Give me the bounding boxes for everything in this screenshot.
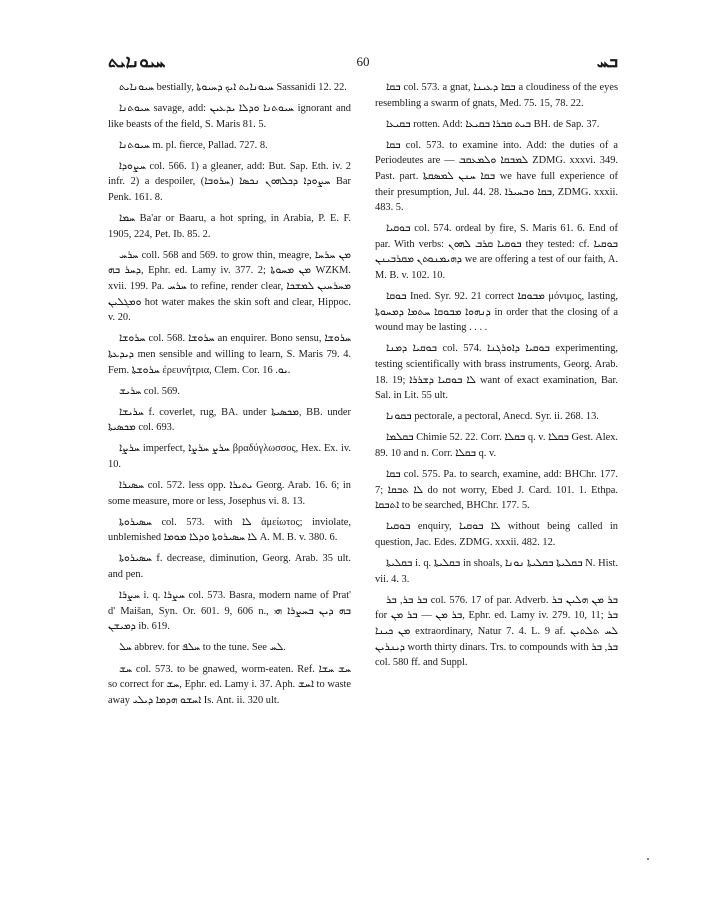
dictionary-entry: ܚܣܝܪܐ col. 572. less opp. ܝܬܝܪܐ Georg. Arab. 16. 6; in some measure, more or less, Josephus vi. 8. 13. xyxy=(108,480,351,507)
dictionary-entry: ܚܝܘܬܢܐ m. pl. fierce, Pallad. 727. 8. xyxy=(119,139,268,151)
dictionary-entry: ܚܨܪܐ i. q. ܚܨܪܐ col. 573. Basra, modern name of Prat' d' Maišan, Syn. Or. 601. 9, 606 n., ܒܗ ܕܝܢ ܒܚܨܪܐ ܗܝ ܕܡܝܫܢ ib. 619. xyxy=(108,590,352,633)
dictionary-entry: ܚܪܝܫܐ f. coverlet, rug, BA. under ܡܟܣܝܬܐ, BB. under ܡܟܣܝܬܐ col. 693. xyxy=(108,406,351,434)
dictionary-entry: ܚܣܝܪܘܬܐ col. 573. with ܠܐ ἀμείωτος; inviolate, unblemished ܠܐ ܚܣܝܪܘܬܐ ܘܕܠܐ ܡܘܡܐ A. M. B. v. 380. 6. xyxy=(108,516,351,544)
dictionary-entry: ܚܨܘܕܐ col. 566. 1) a gleaner, add: But. Sap. Eth. iv. 2 infr. 2) a despoiler, (ܚܪܘܒܐ) ܚܨܘܕܐ ܕܟܠܗܘܢ ܢܟܣܐ Bar Penk. 161. 8. xyxy=(108,160,351,204)
running-head-left: ܚܝܘܢܐܝܬ xyxy=(108,52,166,71)
dictionary-entry: ܚܪܚ coll. 568 and 569. to grow thin, meagre, ܡܢ ܚܪܚܐ ܕܚܪ ܒܗ, Ephr. ed. Lamy iv. 377. 2; ܡܢ ܡܚܘܬܐ WZKM. xvii. 199. Pa. ܚܪܚ to refine, render clear, ܡܚܪܚܝܢ ܠܡܫܟܐ ܘܡܓܠܝܢ hot water makes the skin soft and clear, Hippoc. v. 20. xyxy=(108,249,352,324)
dictionary-entry: ܒܩܐ col. 573. to examine into. Add: the duties of a Periodeutes are — ܠܡܒܩܐ ܘܠܡܥܩܒ ZDMG. xxxvi. 349. Past. part. ܒܩܐ ܚܢܢ ܠܡܣܩܬܐ we have full experience of their presumption, Jul. 44. 28. ܒܩܐ ܘܒܚܝܪܐ, ZDMG. xxxii. 483. 5. xyxy=(375,139,618,214)
dictionary-columns xyxy=(108,80,618,714)
left-column xyxy=(108,80,351,714)
dictionary-entry: ܒܩܐ col. 573. a gnat, ܒܩܐ ܕܥܝܢܐ a cloudiness of the eyes resembling a swarm of gnats, Med. 75. 15, 78. 22. xyxy=(375,82,619,109)
dictionary-entry: ܒܩܐ col. 575. Pa. to search, examine, add: BHChr. 177. 7; ܠܐ ܬܒܩܐ do not worry, Ebed J. Card. 101. 1. Ethpa. ܐܬܒܩܐ to be searched, BHChr. 177. 5. xyxy=(375,469,618,512)
print-speck xyxy=(647,858,649,860)
dictionary-entry: ܒܘܩܐ Ined. Syr. 92. 21 correct ܡܒܘܩܐ μόνιμος, lasting, ܕܢܗܘܐ ܡܒܘܩܐ ܚܬܡܐ ܕܡܚܘܬܐ in order that the closing of a wound may be lasting . . . . xyxy=(375,291,619,334)
dictionary-entry: ܒܩܝܥܐ rotten. Add: ܒܝܬ ܩܒܪܐ ܒܩܝܥܐ BH. de Sap. 37. xyxy=(386,118,600,130)
dictionary-entry: ܚܪܨܐ imperfect, ܚܪܨ ܚܪܨܐ βραδύγλωσσος, Hex. Ex. iv. 10. xyxy=(108,443,351,470)
dictionary-entry: ܒܘܩܝܐ enquiry, ܠܐ ܒܘܩܝܐ without being called in question, Jac. Edes. ZDMG. xxxii. 482. 12. xyxy=(375,521,618,548)
right-column xyxy=(375,80,618,714)
dictionary-entry: ܒܩܘܢܐ pectorale, a pectoral, Anecd. Syr. ii. 268. 13. xyxy=(386,411,599,423)
dictionary-entry: ܚܪܝܫ col. 569. xyxy=(119,385,180,397)
dictionary-entry: ܚܣܝܪܘܬܐ f. decrease, diminution, Georg. Arab. 35 ult. and pen. xyxy=(108,553,351,581)
dictionary-entry: ܒܩܠܡܐ Chimie 52. 22. Corr. ܒܩܠܐ q. v. ܒܩܠܐ Gest. Alex. 89. 10 and n. Corr. ܒܩܠܐ q. v. xyxy=(375,432,618,459)
dictionary-entry: ܒܘܩܝܐ col. 574. ordeal by fire, S. Maris 61. 6. End of par. With verbs: ܒܘܩܝܐ ܩܪܒ ܠܗܘܢ they tested: cf. ܒܘܩܝܐ ܕܗܝܡܢܘܬܢ ܡܩܪܒܝܢܢ we are offering a test of our faith, A. M. B. v. 102. 10. xyxy=(375,223,618,282)
running-head-right: ܒܚ xyxy=(596,52,618,71)
dictionary-entry: ܒܪ ܒܪ, ܒܪ col. 576. 17 of par. Adverb. ܒܪ ܡܢ ܗܠܝܢ ܒܪ for ܒܪ ܡܢ — ܒܪ ܡܢ, Ephr. ed. Lamy iv. 279. 10, 11; ܒܪ ܡܢ ܟܝܢܐ extraordinary, Natur 7. 4. L. 9 af. ܠܚ ܬܠܬܝܢ ܕܝܢܪܝܢ worth thirty dinars. Trs. to compounds with ܒܪ, ܒܪ col. 580 ff. and Suppl. xyxy=(375,594,618,669)
dictionary-entry: ܚܡܐ Ba'ar or Baaru, a hot spring, in Arabia, P. E. F. 1905, 224, Pet. Ib. 85. 2. xyxy=(108,213,351,240)
page-header xyxy=(108,48,618,76)
dictionary-entry: ܚܫ col. 573. to be gnawed, worm-eaten. Ref. ܚܫ ܚܫܐ so correct for ܚܫ, Ephr. ed. Lamy i. 37. Aph. ܐܚܫ to waste away ܐܚܫܘ ܗܕܡܐ ܕܝܠܝ Is. Ant. ii. 320 ult. xyxy=(108,663,352,706)
dictionary-entry: ܚܠ abbrev. for ܚܠܦ to the tune. See ܠܚ. xyxy=(119,642,286,654)
page-number: 60 xyxy=(356,54,370,69)
dictionary-entry: ܚܪܘܫܐ col. 568. ܚܪܘܫܐ an enquirer. Bono sensu, ܚܪܘܫܐ ܕܝܕܥܬܐ men sensible and willing to learn, S. Maris 79. 4. Fem. ܚܪܘܫܬܐ ἐρευνήτρια, Clem. Cor. ܝܘ. 16. xyxy=(108,333,351,376)
dictionary-entry: ܚܝܘܢܐܝܬ bestially, ܚܝܘܢܐܝܬ ܐܝܟ ܕܚܝܘܬܐ Sassanidi 12. 22. xyxy=(119,82,347,93)
dictionary-entry: ܒܘܩܝܐ ܕܡܢܐ col. 574. ܒܘܩܝܐ ܕܐܘܪܓܢܐ experimenting, testing scientifically with brass instruments, Georg. Arab. 18. 19; ܠܐ ܒܘܩܝܐ ܕܫܪܪܐ want of exact examination, Bar. Sal. in Lit. 55 ult. xyxy=(375,343,618,402)
dictionary-entry: ܒܩܠܝܬܐ i. q. ܒܩܠܝܬܐ in shoals, ܒܩܠܝܬܐ ܒܩܠܝܬܐ ܢܘܢܐ N. Hist. vii. 4. 3. xyxy=(375,558,619,585)
dictionary-entry: ܚܝܘܬܢܐ savage, add: ܚܝܘܬܢܐ ܘܕܠܐ ܝܕܥܝܢ ignorant and like beasts of the field, S. Maris 81. 5. xyxy=(108,103,351,130)
